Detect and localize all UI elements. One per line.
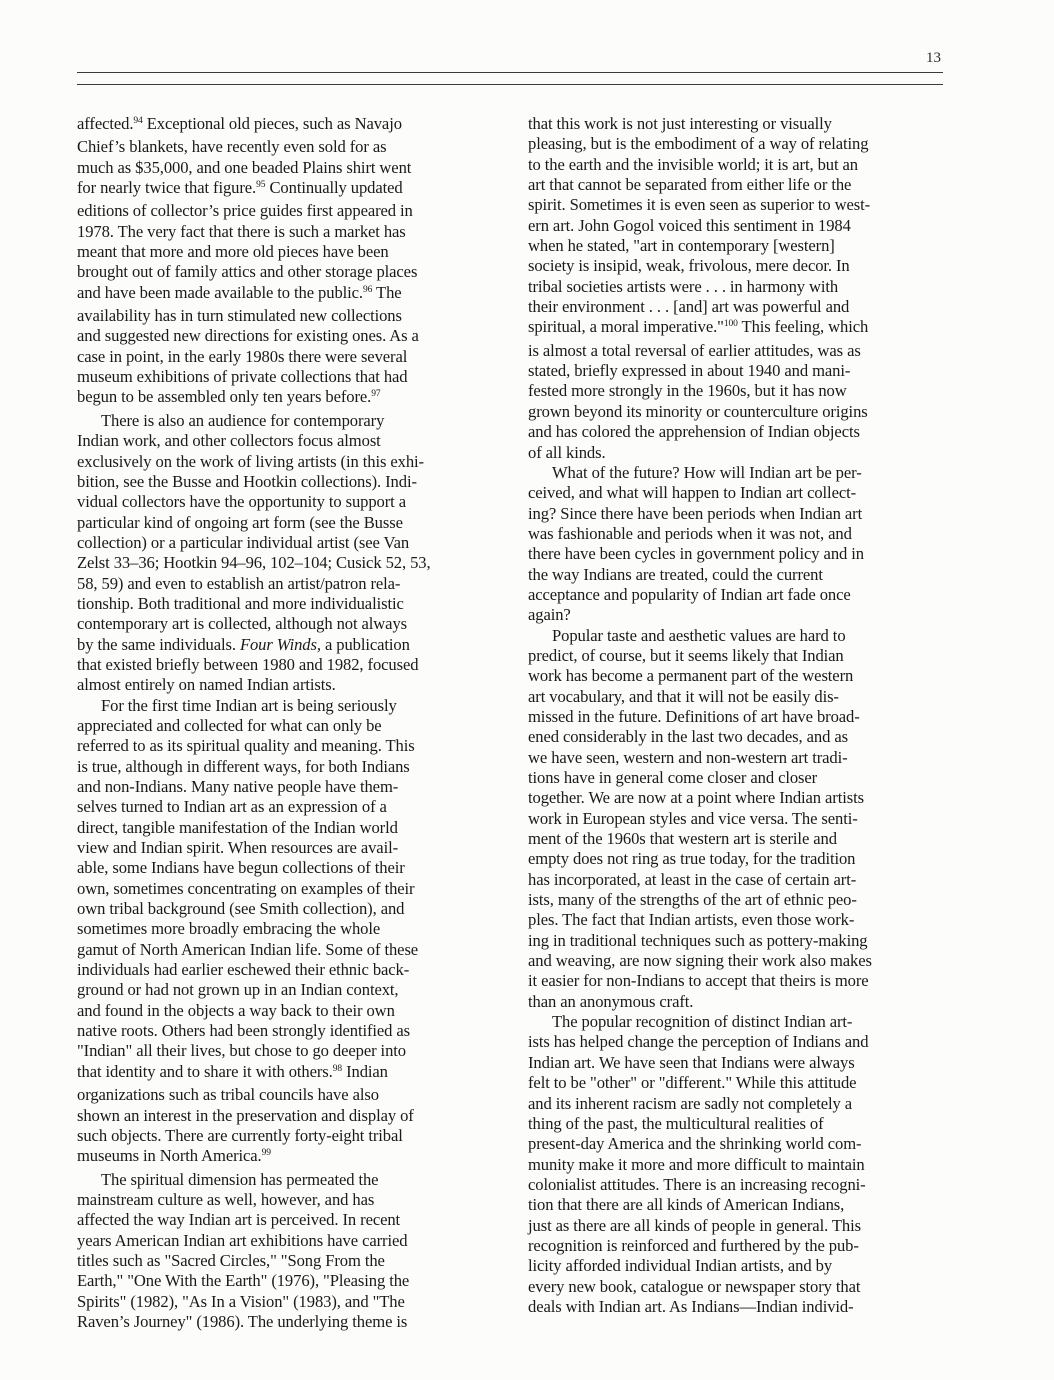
text-line: munity make it more and more difficult to maintain	[528, 1154, 865, 1174]
text-line: much as $35,000, and one beaded Plains shirt went	[77, 157, 412, 177]
text-line: affected.$^{94}$ Exceptional old pieces, such as Navajo	[77, 114, 402, 133]
text-line: affected the way Indian art is perceived. In recent	[77, 1210, 401, 1230]
text-line: recognition is reinforced and furthered by the pub-	[528, 1235, 859, 1255]
text-line: Indian work, and other collectors focus almost	[77, 431, 381, 451]
text-line: when he stated, "art in contemporary [western]	[528, 236, 835, 256]
paragraph	[528, 114, 942, 463]
text-line: appreciated and collected for what can only be	[77, 715, 382, 735]
text-line: together. We are now at a point where Indian artists	[528, 788, 864, 808]
text-line: selves turned to Indian art as an expression of a	[77, 797, 387, 817]
text-line: fested more strongly in the 1960s, but it has now	[528, 381, 847, 401]
text-line: tions have in general come closer and closer	[528, 768, 818, 787]
text-line: art that cannot be separated from either life or the	[528, 175, 852, 195]
text-line: such objects. There are currently forty-eight tribal	[77, 1125, 403, 1145]
text-line: editions of collector’s price guides first appeared in	[77, 201, 413, 221]
text-line: and its inherent racism are sadly not completely a	[528, 1093, 852, 1113]
text-line: pleasing, but is the embodiment of a way of relating	[528, 134, 869, 154]
text-line: art vocabulary, and that it will not be easily dis-	[528, 686, 839, 706]
paragraph	[77, 411, 491, 696]
header-rule-bottom	[77, 84, 943, 85]
text-line: Spirits" (1982), "As In a Vision" (1983), and "The	[77, 1291, 405, 1311]
left-column	[77, 114, 491, 1332]
text-line: "Indian" all their lives, but chose to go deeper into	[77, 1041, 406, 1061]
text-line: titles such as "Sacred Circles," "Song From the	[77, 1250, 385, 1270]
text-line: spiritual, a moral imperative."$^{100}$ This feeling, which	[528, 317, 869, 337]
publication-title: Four Winds,	[239, 634, 321, 654]
footnote-ref: 97	[371, 389, 381, 400]
text-line: than an anonymous craft.	[528, 991, 694, 1011]
text-line: deals with Indian art. As Indians—Indian individ-	[528, 1296, 854, 1316]
text-line: just as there are all kinds of people in general. This	[528, 1215, 861, 1235]
text-line: there have been cycles in government policy and in	[528, 544, 864, 564]
text-line: ern art. John Gogol voiced this sentiment in 1984	[528, 215, 851, 235]
footnote-ref: 98	[332, 1063, 343, 1074]
footnote-ref: 96	[362, 284, 373, 295]
text-line: their environment . . . [and] art was powerful and	[528, 297, 850, 317]
text-line: particular kind of ongoing art form (see the Busse	[77, 512, 403, 532]
text-line: every new book, catalogue or newspaper story that	[528, 1276, 861, 1296]
text-line: stated, briefly expressed in about 1940 and mani-	[528, 361, 851, 381]
text-line: and weaving, are now signing their work also makes	[528, 951, 872, 971]
text-line: shown an interest in the preservation and display of	[77, 1105, 414, 1125]
text-line: collection) or a particular individual artist (see Van	[77, 532, 410, 552]
text-line: that existed briefly between 1980 and 1982, focused	[77, 654, 419, 674]
text-line: colonialist attitudes. There is an increasing recogni-	[528, 1174, 866, 1194]
text-line: 1978. The very fact that there is such a market has	[77, 221, 406, 241]
footnote-ref: 95	[256, 180, 266, 191]
footnote-ref: 99	[261, 1148, 271, 1159]
text-line: contemporary art is collected, although not always	[77, 614, 407, 634]
paragraph	[528, 463, 942, 626]
text-line: vidual collectors have the opportunity to support a	[77, 492, 407, 512]
text-line: view and Indian spirit. When resources are avail-	[77, 838, 399, 858]
text-line: ment of the 1960s that western art is sterile and	[528, 829, 837, 849]
text-line: What of the future? How will Indian art be per-	[552, 462, 862, 482]
text-line: referred to as its spiritual quality and meaning. This	[77, 736, 415, 756]
text-line: years American Indian art exhibitions have carried	[77, 1230, 408, 1250]
text-line: grown beyond its minority or counterculture origins	[528, 401, 868, 421]
text-line: and suggested new directions for existing ones. As a	[77, 326, 419, 346]
text-line: spirit. Sometimes it is even seen as superior to west-	[528, 195, 871, 215]
text-line: ing in traditional techniques such as pottery-making	[528, 930, 868, 950]
text-line: and non-Indians. Many native people have them-	[77, 777, 399, 796]
text-line: that this work is not just interesting or visually	[528, 114, 832, 133]
text-line: we have seen, western and non-western art tradi-	[528, 747, 848, 767]
text-line: able, some Indians have begun collections of their	[77, 858, 405, 878]
footnote-ref: 94	[133, 116, 143, 126]
text-line: ing? Since there have been periods when Indian art	[528, 503, 863, 523]
text-line: Zelst 33–36; Hootkin 94–96, 102–104; Cusick 52, 53,	[77, 553, 431, 573]
text-line: by the same individuals. Four Winds, a publication	[77, 634, 410, 654]
text-line: 58, 59) and even to establish an artist/patron rela-	[77, 573, 401, 593]
text-line: tionship. Both traditional and more individualistic	[77, 593, 404, 613]
text-line: museums in North America.$^{99}$	[77, 1146, 271, 1166]
text-line: For the first time Indian art is being seriously	[101, 695, 397, 715]
paragraph	[528, 1012, 942, 1317]
text-line: sometimes more broadly embracing the whole	[77, 919, 381, 939]
text-line: missed in the future. Definitions of art have broad-	[528, 706, 860, 726]
paragraph	[77, 1170, 491, 1333]
text-line: bition, see the Busse and Hootkin collections). Indi-	[77, 471, 417, 491]
text-line: work has become a permanent part of the western	[528, 666, 854, 686]
text-line: There is also an audience for contemporary	[101, 410, 385, 430]
text-line: was fashionable and periods when it was not, and	[528, 523, 852, 543]
text-line: and have been made available to the public.$^{96}$ The	[77, 282, 402, 302]
text-line: Popular taste and aesthetic values are hard to	[552, 625, 846, 645]
text-line: present-day America and the shrinking world com-	[528, 1134, 862, 1154]
text-line: work in European styles and vice versa. The senti-	[528, 808, 858, 828]
text-line: mainstream culture as well, however, and has	[77, 1189, 375, 1209]
text-line: that identity and to share it with others.$^{98}$ Indian	[77, 1061, 388, 1081]
text-line: own tribal background (see Smith collection), and	[77, 899, 405, 919]
text-line: ists has helped change the perception of Indians and	[528, 1032, 869, 1052]
text-line: own, sometimes concentrating on examples of their	[77, 878, 415, 898]
text-line: exclusively on the work of living artists (in this exhi-	[77, 451, 424, 471]
text-line: acceptance and popularity of Indian art fade once	[528, 584, 851, 604]
text-line: and has colored the apprehension of Indian objects	[528, 422, 860, 442]
text-line: licity afforded individual Indian artists, and by	[528, 1256, 833, 1276]
text-line: ists, many of the strengths of the art of ethnic peo-	[528, 890, 857, 910]
text-line: empty does not ring as true today, for the tradition	[528, 849, 856, 869]
text-line: case in point, in the early 1980s there were several	[77, 346, 408, 366]
text-line: ceived, and what will happen to Indian art collect-	[528, 483, 857, 503]
text-line: direct, tangible manifestation of the Indian world	[77, 817, 398, 837]
text-line: again?	[528, 605, 571, 625]
footnote-ref: 100	[723, 319, 738, 330]
text-line: museum exhibitions of private collections that had	[77, 367, 408, 387]
text-line: is true, although in different ways, for both Indians	[77, 756, 410, 776]
text-line: predict, of course, but it seems likely that Indian	[528, 645, 844, 665]
text-line: almost entirely on named Indian artists.	[77, 675, 336, 695]
text-line: Indian art. We have seen that Indians were always	[528, 1052, 855, 1072]
text-line: is almost a total reversal of earlier attitudes, was as	[528, 340, 861, 360]
text-line: brought out of family attics and other storage places	[77, 262, 418, 282]
text-line: and found in the objects a way back to their own	[77, 1000, 395, 1020]
text-line: felt to be "other" or "different." While this attitude	[528, 1073, 857, 1093]
text-line: society is insipid, weak, frivolous, mere decor. In	[528, 256, 850, 276]
text-line: Raven’s Journey" (1986). The underlying theme is	[77, 1311, 408, 1331]
paragraph	[528, 626, 942, 1013]
text-line: begun to be assembled only ten years before.$^{97}$	[77, 387, 381, 407]
text-line: gamut of North American Indian life. Some of these	[77, 939, 419, 959]
text-line: ground or had not grown up in an Indian context,	[77, 980, 399, 1000]
text-line: it easier for non-Indians to accept that theirs is more	[528, 971, 869, 991]
text-line: individuals had earlier eschewed their ethnic back-	[77, 960, 410, 980]
text-line: the way Indians are treated, could the current	[528, 564, 823, 584]
page-number: 13	[926, 50, 941, 66]
header-rule-top	[77, 72, 943, 73]
text-line: ples. The fact that Indian artists, even those work-	[528, 910, 855, 930]
text-line: organizations such as tribal councils have also	[77, 1085, 379, 1105]
text-line: The popular recognition of distinct Indian art-	[552, 1012, 853, 1032]
text-line: has incorporated, at least in the case of certain art-	[528, 869, 857, 889]
text-line: of all kinds.	[528, 442, 606, 462]
text-line: Earth," "One With the Earth" (1976), "Pleasing the	[77, 1271, 410, 1291]
text-line: tion that there are all kinds of American Indians,	[528, 1195, 845, 1215]
paragraph	[77, 696, 491, 1170]
text-line: ened considerably in the last two decades, and as	[528, 727, 848, 747]
text-line: Chief’s blankets, have recently even sold for as	[77, 137, 387, 157]
paragraph	[77, 114, 491, 411]
text-line: The spiritual dimension has permeated the	[101, 1169, 379, 1189]
text-line: native roots. Others had been strongly identified as	[77, 1021, 411, 1041]
text-line: thing of the past, the multicultural realities of	[528, 1113, 824, 1133]
text-line: meant that more and more old pieces have been	[77, 242, 389, 262]
text-line: for nearly twice that figure.$^{95}$ Continually updated	[77, 178, 403, 198]
text-line: tribal societies artists were . . . in harmony with	[528, 276, 839, 296]
text-line: availability has in turn stimulated new collections	[77, 306, 402, 326]
text-line: to the earth and the invisible world; it is art, but an	[528, 154, 858, 174]
right-column	[528, 114, 942, 1317]
